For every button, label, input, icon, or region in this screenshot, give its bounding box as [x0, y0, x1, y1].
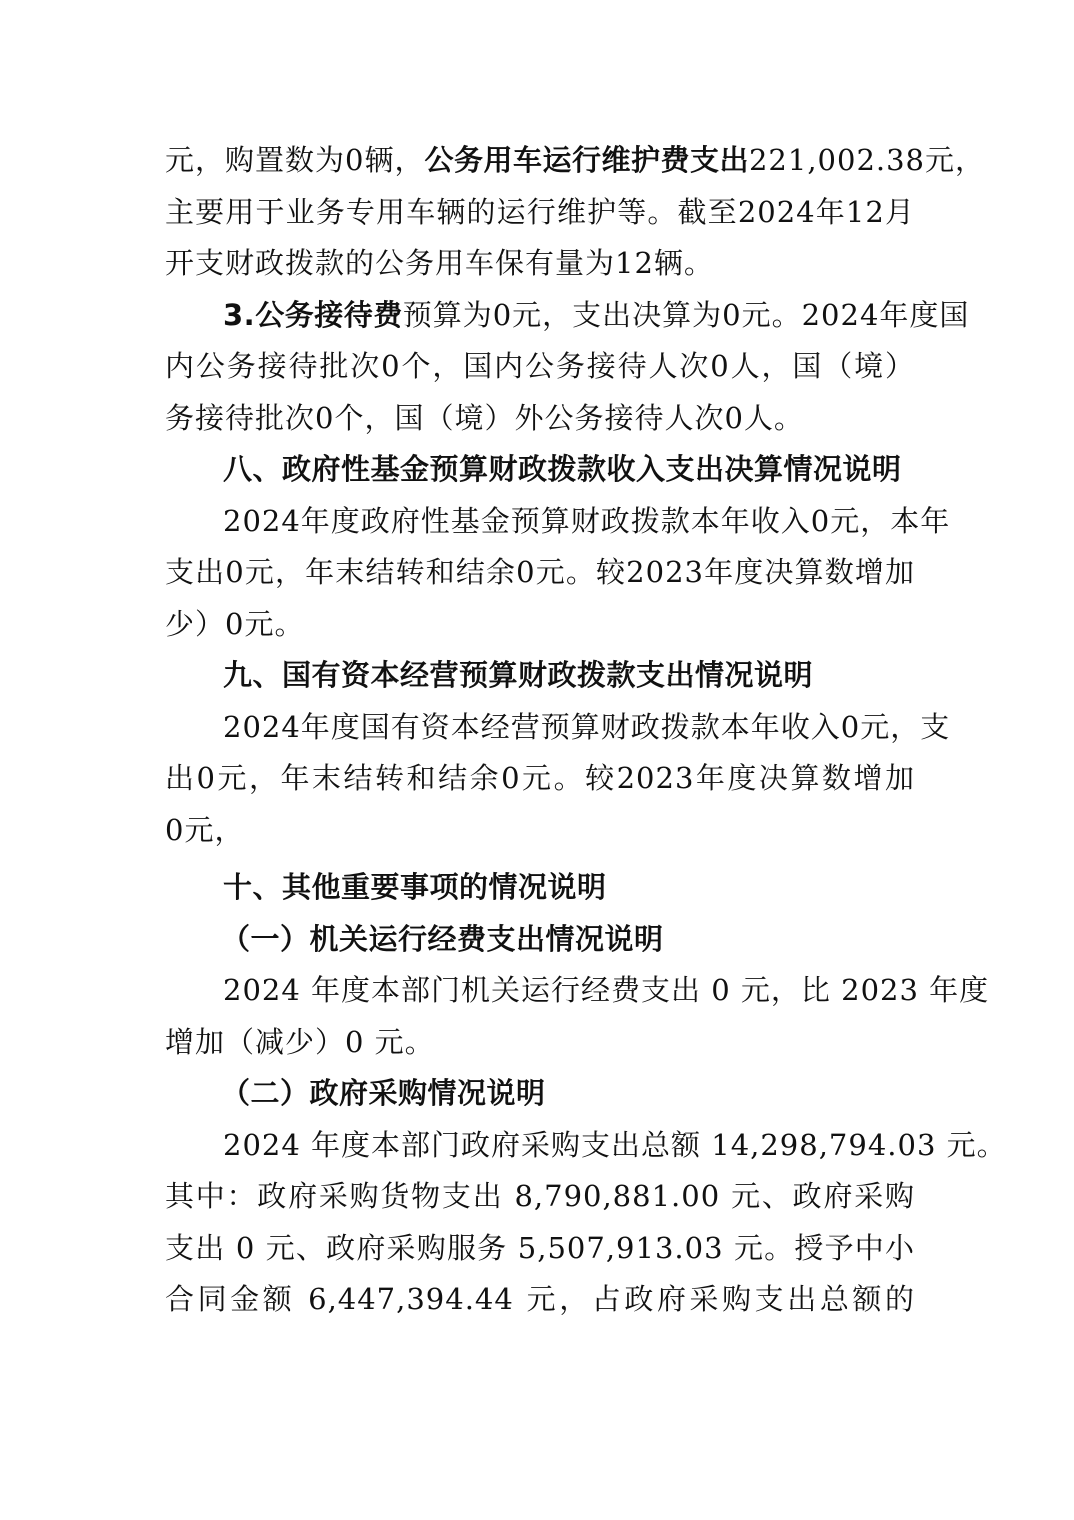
text: 元，购置数为0辆，	[165, 143, 425, 177]
text: 预算为0元，支出决算为0元。2024年度国	[402, 297, 970, 332]
subsection-heading-2: （二）政府采购情况说明	[221, 1076, 546, 1110]
bold-term: 3.公务接待费	[223, 297, 403, 332]
paragraph-line: 2024年度政府性基金预算财政拨款本年收入0元，本年	[223, 503, 951, 538]
paragraph-line: 少）0元。	[165, 606, 305, 641]
paragraph-line: 内公务接待批次0个，国内公务接待人次0人，国（境）	[165, 349, 915, 383]
paragraph-line: 2024 年度本部门政府采购支出总额 14,298,794.03 元。	[223, 1127, 1007, 1162]
document-body	[165, 135, 1007, 1326]
paragraph-line: 务接待批次0个，国（境）外公务接待人次0人。	[165, 400, 804, 435]
section-heading-10: 十、其他重要事项的情况说明	[223, 870, 607, 904]
section-heading-9: 九、国有资本经营预算财政拨款支出情况说明	[223, 658, 814, 692]
paragraph-line	[165, 290, 970, 342]
subsection-heading-1: （一）机关运行经费支出情况说明	[221, 921, 664, 956]
paragraph-line: 支出0元，年末结转和结余0元。较2023年度决算数增加	[165, 555, 915, 589]
bold-term: 公务用车运行维护费支出	[424, 143, 749, 177]
paragraph-line: 其中：政府采购货物支出 8,790,881.00 元、政府采购	[165, 1179, 915, 1213]
paragraph-line: 主要用于业务专用车辆的运行维护等。截至2024年12月	[165, 194, 915, 229]
paragraph-line: 0元，	[165, 812, 245, 847]
paragraph-line: 增加（减少）0 元。	[165, 1024, 435, 1059]
paragraph-line: 支出 0 元、政府采购服务 5,507,913.03 元。授予中小	[165, 1230, 915, 1265]
paragraph-line: 2024 年度本部门机关运行经费支出 0 元，比 2023 年度	[223, 973, 990, 1007]
paragraph-line	[165, 135, 986, 187]
paragraph-line: 出0元，年末结转和结余0元。较2023年度决算数增加	[165, 761, 915, 795]
section-heading-8: 八、政府性基金预算财政拨款收入支出决算情况说明	[223, 452, 902, 486]
paragraph-line: 开支财政拨款的公务用车保有量为12辆。	[165, 246, 714, 280]
text: 221,002.38元，	[748, 143, 986, 177]
paragraph-line: 2024年度国有资本经营预算财政拨款本年收入0元，支	[223, 709, 951, 744]
paragraph-line: 合同金额 6,447,394.44 元，占政府采购支出总额的	[165, 1282, 915, 1316]
